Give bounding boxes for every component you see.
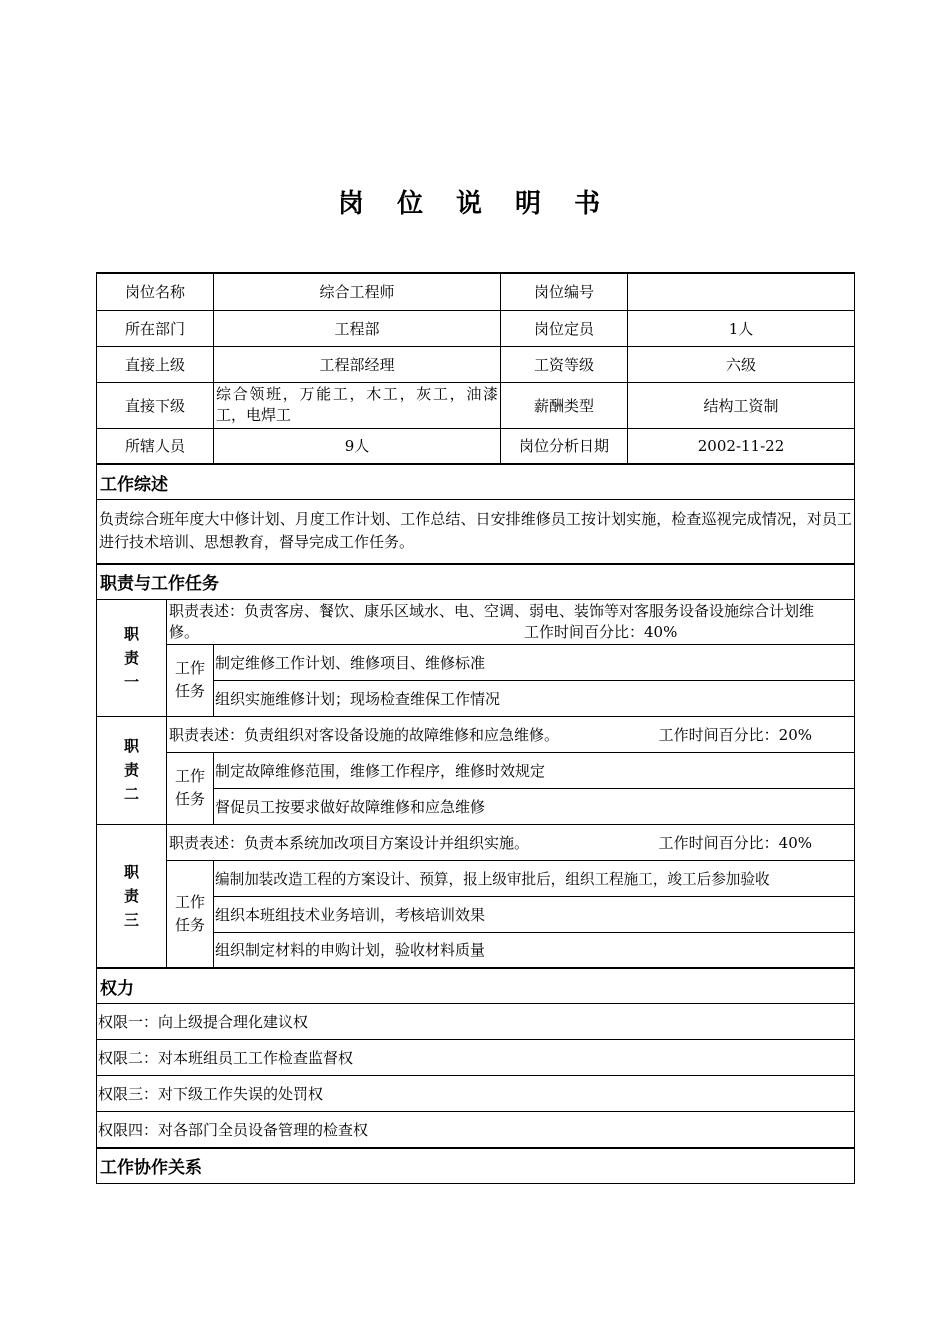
info-label: 岗位分析日期: [501, 428, 628, 464]
task-label-text: 工作任务: [174, 767, 205, 808]
duty-time-percentage: 工作时间百分比：40%: [524, 622, 678, 641]
task-item: 编制加装改造工程的方案设计、预算，报上级审批后，组织工程施工，竣工后参加验收: [214, 860, 855, 896]
task-item: 制定维修工作计划、维修项目、维修标准: [214, 644, 855, 680]
duty-label-text: 职责二: [124, 737, 140, 803]
info-value: 1人: [628, 310, 855, 346]
authority-row: [97, 1004, 855, 1040]
info-value: 工程部经理: [214, 346, 501, 382]
task-item: 督促员工按要求做好故障维修和应急维修: [214, 788, 855, 824]
authority-item: 权限三：对下级工作失误的处罚权: [97, 1076, 855, 1112]
duty-label-text: 职责三: [124, 862, 140, 929]
info-row: [97, 273, 855, 310]
duty-time-percentage: 工作时间百分比：20%: [658, 725, 813, 744]
task-row: [97, 644, 855, 680]
duty-label: [97, 599, 167, 716]
info-value: 工程部: [214, 310, 501, 346]
duty-label: [97, 824, 167, 968]
task-item: 制定故障维修范围，维修工作程序，维修时效规定: [214, 752, 855, 788]
task-row: [97, 752, 855, 788]
info-label: 薪酬类型: [501, 382, 628, 428]
info-label: 直接上级: [97, 346, 214, 382]
duty-desc-line: 职责表述：负责组织对客设备设施的故障维修和应急维修。: [169, 725, 560, 744]
info-label: 直接下级: [97, 382, 214, 428]
info-label: 所在部门: [97, 310, 214, 346]
info-value: 综合领班，万能工，木工，灰工，油漆工，电焊工: [214, 382, 501, 428]
section-header-cooperation: [97, 1148, 855, 1184]
duty-desc-row: [97, 716, 855, 752]
duty-description: [167, 599, 855, 644]
info-value: 2002-11-22: [628, 428, 855, 464]
info-row: [97, 346, 855, 382]
task-item: 组织实施维修计划；现场检查维保工作情况: [214, 680, 855, 716]
duty-desc-row: [97, 599, 855, 644]
info-label: 岗位编号: [501, 273, 628, 310]
duty-desc-line: 职责表述：负责本系统加改项目方案设计并组织实施。: [169, 833, 530, 852]
authority-row: [97, 1040, 855, 1076]
info-value: 六级: [628, 346, 855, 382]
summary-row: [97, 500, 855, 564]
info-label: 工资等级: [501, 346, 628, 382]
task-label-text: 工作任务: [174, 659, 205, 700]
duty-label: [97, 716, 167, 824]
authority-item: 权限四：对各部门全员设备管理的检查权: [97, 1112, 855, 1148]
info-label: 岗位定员: [501, 310, 628, 346]
section-header-authority: [97, 968, 855, 1004]
info-value: 9人: [214, 428, 501, 464]
task-row: [97, 860, 855, 896]
job-description-table: [96, 272, 855, 1184]
section-header-duties: [97, 564, 855, 600]
duty-desc-row: [97, 824, 855, 860]
task-item: 组织本班组技术业务培训，考核培训效果: [214, 896, 855, 932]
task-label-text: 工作任务: [174, 892, 205, 934]
duty-label-text: 职责一: [124, 624, 140, 691]
task-label: [167, 644, 214, 716]
section-heading: 职责与工作任务: [97, 564, 855, 600]
section-heading: 权力: [97, 968, 855, 1004]
duty-description: [167, 824, 855, 860]
duty-desc-line2: [169, 622, 852, 643]
duty-description: [167, 716, 855, 752]
info-row: [97, 428, 855, 464]
task-item: 组织制定材料的申购计划，验收材料质量: [214, 932, 855, 968]
info-value: 综合工程师: [214, 273, 501, 310]
duty-desc-line-end: 修。: [169, 622, 200, 641]
info-value: 结构工资制: [628, 382, 855, 428]
authority-item: 权限二：对本班组员工工作检查监督权: [97, 1040, 855, 1076]
duty-desc-line: 职责表述：负责客房、餐饮、康乐区域水、电、空调、弱电、装饰等对客服务设备设施综合计划维: [169, 601, 815, 620]
section-heading: 工作综述: [97, 464, 855, 500]
info-row: [97, 382, 855, 428]
section-heading: 工作协作关系: [97, 1148, 855, 1184]
info-row: [97, 310, 855, 346]
summary-text: 负责综合班年度大中修计划、月度工作计划、工作总结、日安排维修员工按计划实施，检查巡视完成情况，对员工进行技术培训、思想教育，督导完成工作任务。: [97, 500, 855, 564]
section-header-summary: [97, 464, 855, 500]
task-label: [167, 860, 214, 968]
task-label: [167, 752, 214, 824]
authority-item: 权限一：向上级提合理化建议权: [97, 1004, 855, 1040]
authority-row: [97, 1076, 855, 1112]
authority-row: [97, 1112, 855, 1148]
info-label: 所辖人员: [97, 428, 214, 464]
info-label: 岗位名称: [97, 273, 214, 310]
document-title: 岗 位 说 明 书: [337, 189, 613, 219]
info-value: [628, 273, 855, 310]
duty-time-percentage: 工作时间百分比：40%: [658, 833, 813, 852]
